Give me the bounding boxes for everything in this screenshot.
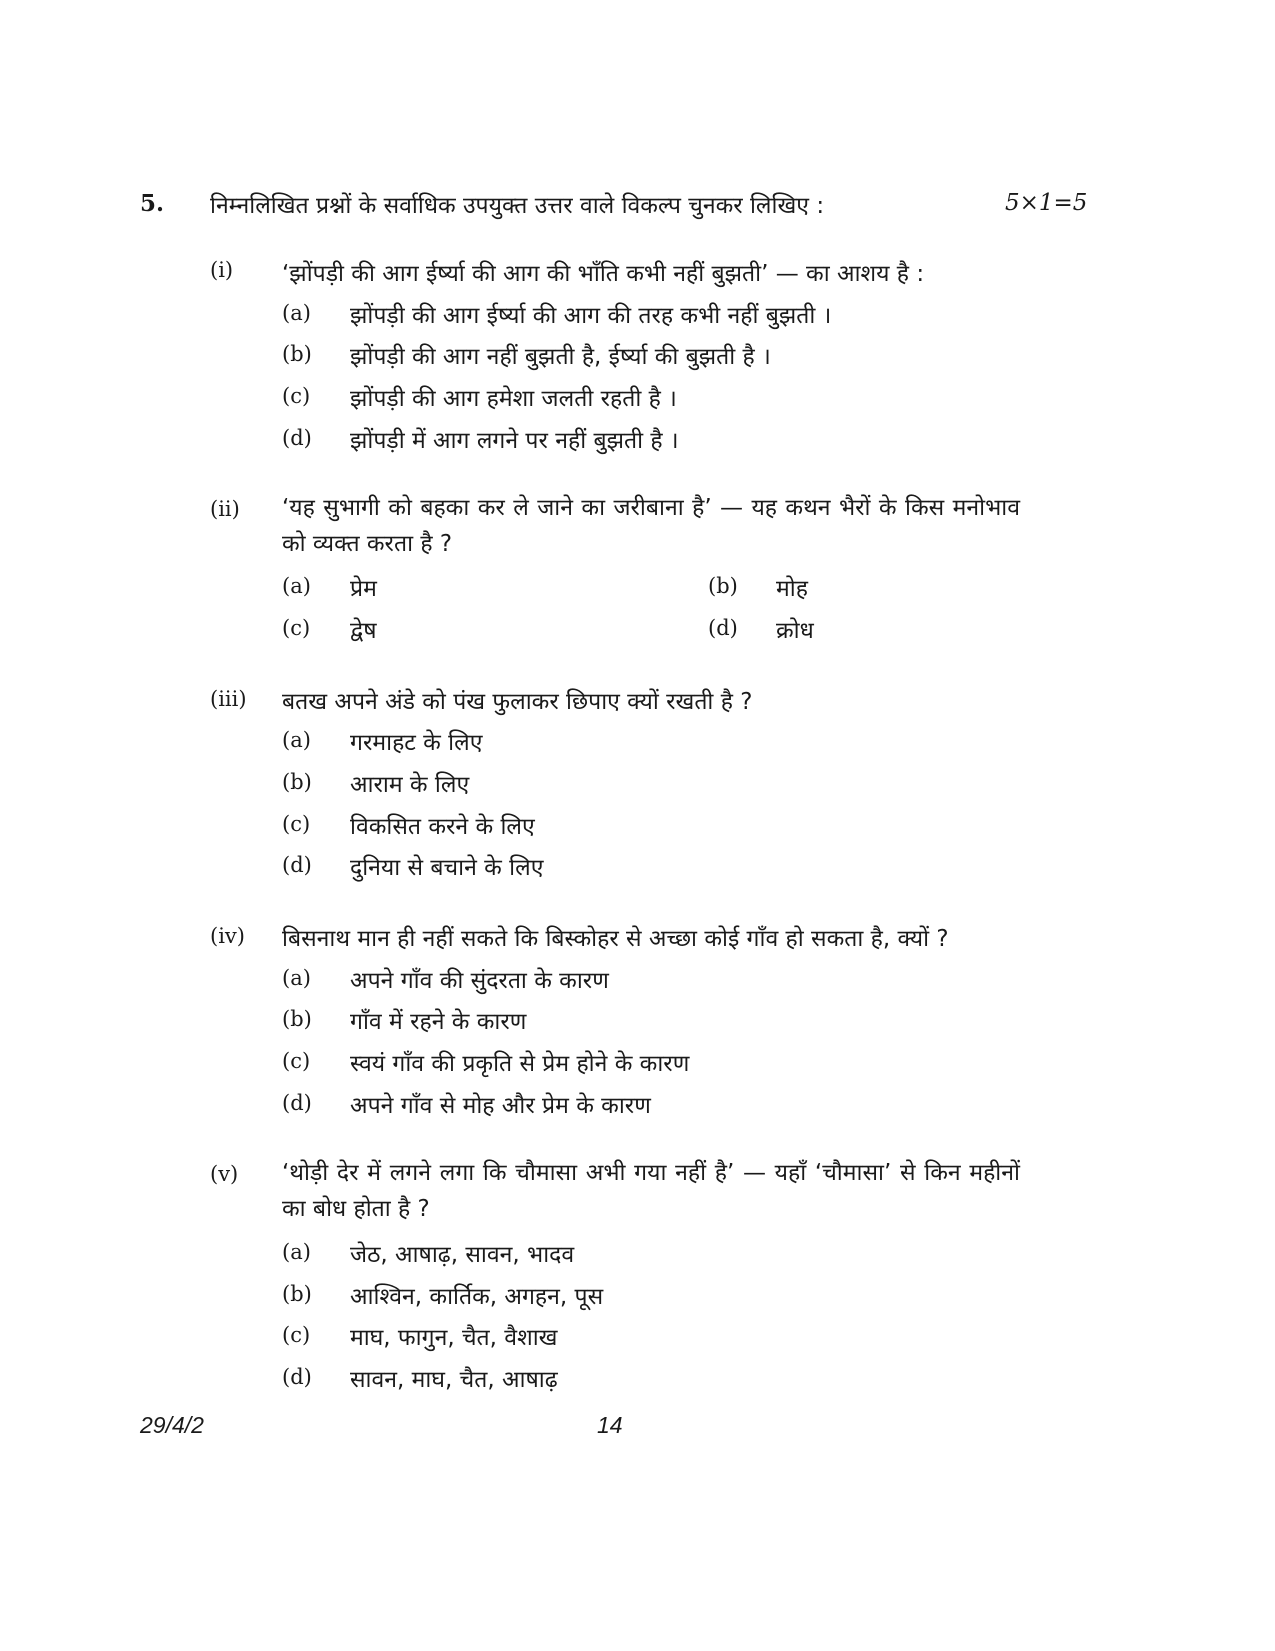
option-label: (c) <box>282 384 311 408</box>
option-text: क्रोध <box>776 618 814 644</box>
option-text: अपने गाँव से मोह और प्रेम के कारण <box>350 1093 651 1119</box>
option-text: मोह <box>776 576 808 602</box>
option-text: स्वयं गाँव की प्रकृति से प्रेम होने के कारण <box>350 1051 690 1077</box>
subquestion-label-v: (v) <box>210 1162 239 1186</box>
option-text: माघ, फागुन, चैत, वैशाख <box>350 1325 558 1351</box>
question-marks: 5×1=5 <box>1005 190 1088 216</box>
option-text: जेठ, आषाढ़, सावन, भादव <box>350 1242 575 1268</box>
paper-code: 29/4/2 <box>140 1412 204 1438</box>
option-text: आराम के लिए <box>350 772 470 798</box>
option-text: झोंपड़ी की आग ईर्ष्या की आग की तरह कभी नहीं बुझती । <box>350 303 832 329</box>
option-label: (a) <box>282 728 311 752</box>
option-text: झोंपड़ी की आग हमेशा जलती रहती है । <box>350 386 677 412</box>
option-text: द्वेष <box>350 618 377 644</box>
option-text: गरमाहट के लिए <box>350 730 483 756</box>
subquestion-text-iii: बतख अपने अंडे को पंख फुलाकर छिपाए क्यों रखती है ? <box>282 689 753 715</box>
option-label: (a) <box>282 301 311 325</box>
subquestion-label-i: (i) <box>210 258 234 282</box>
subquestion-label-iv: (iv) <box>210 924 245 948</box>
option-label: (d) <box>282 1365 312 1389</box>
option-label: (a) <box>282 574 311 598</box>
option-label: (d) <box>282 1091 312 1115</box>
option-label: (b) <box>282 342 312 366</box>
option-text: प्रेम <box>350 576 377 602</box>
subquestion-text-v: ‘थोड़ी देर में लगने लगा कि चौमासा अभी गया नहीं है’ — यहाँ ‘चौमासा’ से किन महीनों का बोध होता है ? <box>282 1160 1020 1222</box>
option-label: (a) <box>282 1240 311 1264</box>
option-label: (a) <box>282 966 311 990</box>
page-number: 14 <box>597 1412 623 1438</box>
subquestion-text-iv: बिसनाथ मान ही नहीं सकते कि बिस्कोहर से अच्छा कोई गाँव हो सकता है, क्यों ? <box>282 926 949 952</box>
option-label: (c) <box>282 1323 311 1347</box>
question-instruction: निम्नलिखित प्रश्नों के सर्वाधिक उपयुक्त उत्तर वाले विकल्प चुनकर लिखिए : <box>210 193 825 219</box>
option-label: (d) <box>282 426 312 450</box>
option-label: (c) <box>282 1049 311 1073</box>
option-label: (d) <box>282 853 312 877</box>
option-label: (b) <box>282 1282 312 1306</box>
option-text: अपने गाँव की सुंदरता के कारण <box>350 968 609 994</box>
option-text: झोंपड़ी में आग लगने पर नहीं बुझती है । <box>350 428 679 454</box>
subquestion-text-i: ‘झोंपड़ी की आग ईर्ष्या की आग की भाँति कभी नहीं बुझती’ — का आशय है : <box>282 261 925 287</box>
option-label: (b) <box>282 1007 312 1031</box>
option-label: (b) <box>282 770 312 794</box>
option-label: (c) <box>282 812 311 836</box>
option-text: सावन, माघ, चैत, आषाढ़ <box>350 1367 558 1393</box>
option-text: गाँव में रहने के कारण <box>350 1009 527 1035</box>
option-label: (c) <box>282 616 311 640</box>
option-text: झोंपड़ी की आग नहीं बुझती है, ईर्ष्या की बुझती है । <box>350 344 771 370</box>
subquestion-label-ii: (ii) <box>210 497 240 521</box>
subquestion-label-iii: (iii) <box>210 687 247 711</box>
subquestion-text-ii: ‘यह सुभागी को बहका कर ले जाने का जरीबाना है’ — यह कथन भैरों के किस मनोभाव को व्यक्त करता है ? <box>282 495 1020 557</box>
question-number: 5. <box>140 190 165 217</box>
option-text: दुनिया से बचाने के लिए <box>350 855 544 881</box>
option-label: (b) <box>708 574 738 598</box>
option-text: आश्विन, कार्तिक, अगहन, पूस <box>350 1284 604 1310</box>
option-text: विकसित करने के लिए <box>350 814 535 840</box>
option-label: (d) <box>708 616 738 640</box>
